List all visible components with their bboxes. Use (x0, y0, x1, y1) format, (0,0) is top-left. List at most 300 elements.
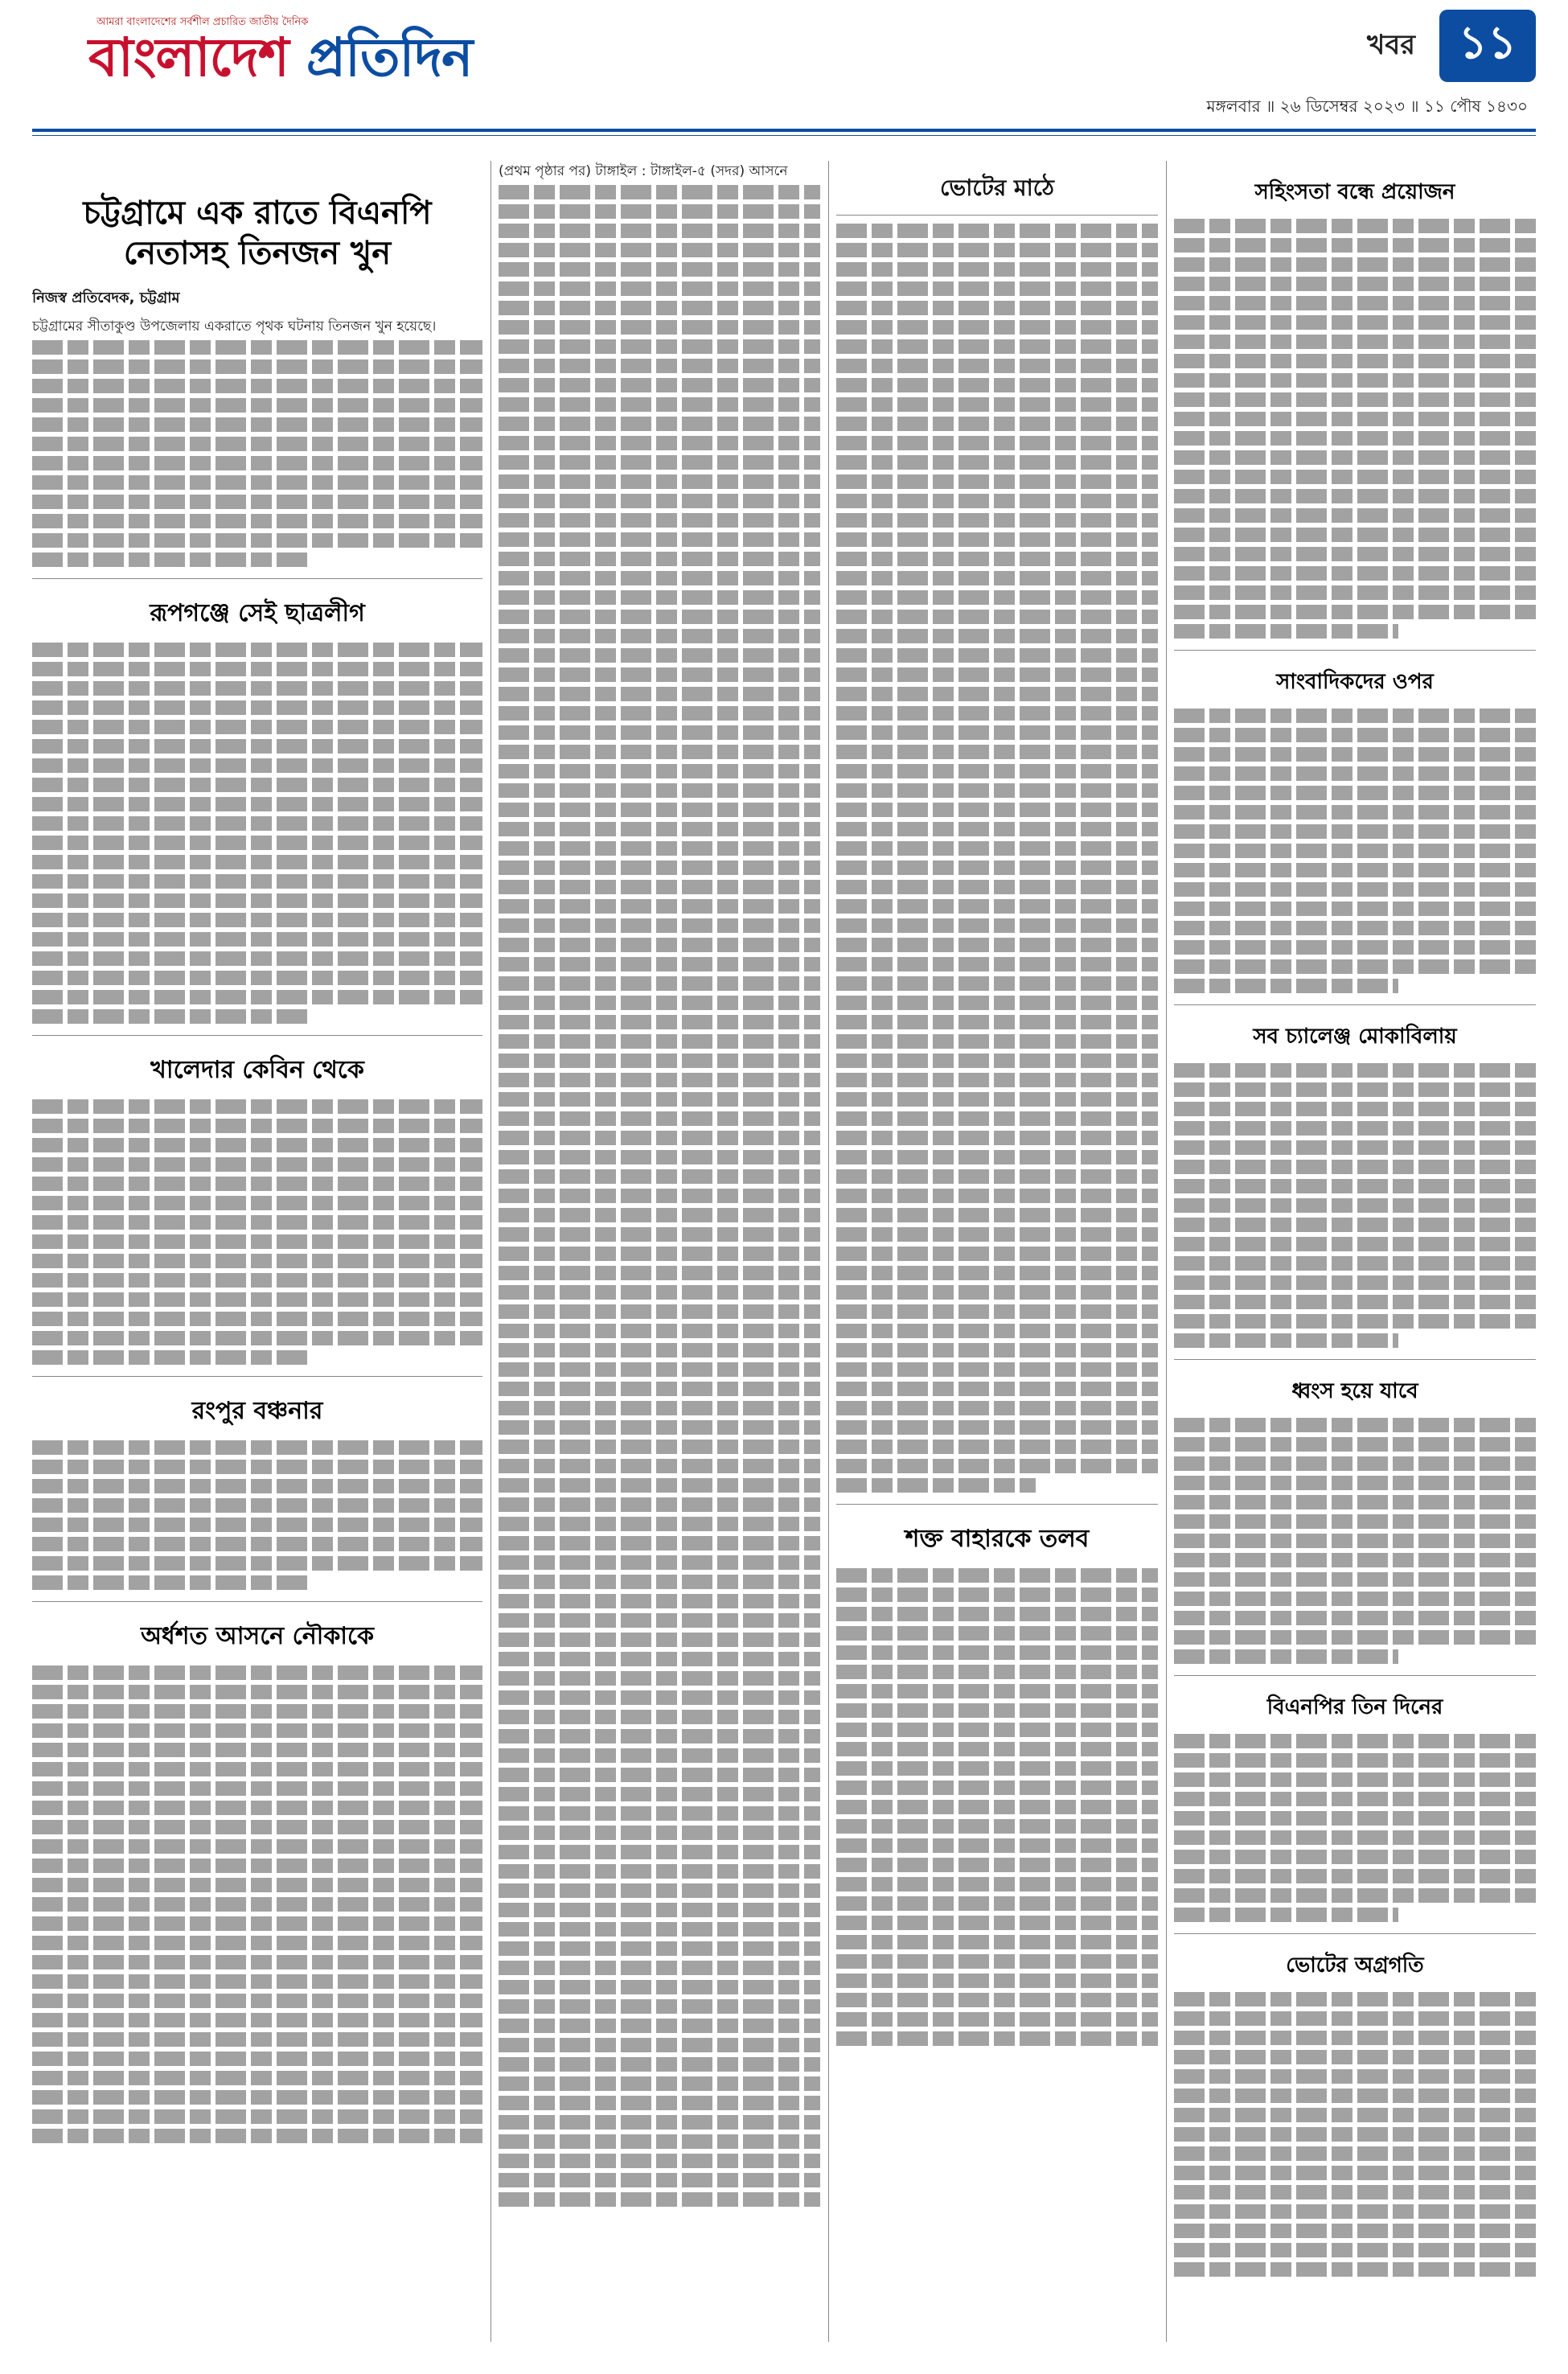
body-text-line (1174, 624, 1398, 639)
body-text-line (32, 1955, 482, 1969)
body-text-line (836, 1285, 1158, 1300)
body-text-line (32, 1518, 482, 1532)
body-text-line (1174, 1437, 1536, 1452)
lead-headline[interactable]: চট্টগ্রামে এক রাতে বিএনপি নেতাসহ তিনজন খুন (83, 194, 432, 272)
body-text-line (1174, 335, 1536, 349)
body-text-line (499, 494, 820, 508)
body-text-line (499, 1883, 820, 1898)
body-text-line (1174, 2262, 1536, 2277)
header-rule (32, 129, 1536, 132)
article-headline[interactable]: রংপুর বঞ্চনার (191, 1397, 323, 1426)
body-text-line (836, 803, 1158, 817)
body-text-line (499, 1729, 820, 1744)
body-text-line (836, 938, 1158, 952)
body-text-line (1174, 277, 1536, 291)
body-text-line (32, 1177, 482, 1191)
body-text-line (836, 494, 1158, 508)
article-headline[interactable]: অর্ধশত আসনে নৌকাকে (140, 1622, 375, 1651)
body-text-line (836, 1665, 1158, 1679)
body-text-line (32, 1292, 482, 1307)
body-text-line (499, 1555, 820, 1570)
body-text-line (499, 1922, 820, 1937)
body-text-line (836, 1645, 1158, 1660)
body-text-line (1174, 1734, 1536, 1748)
body-text-line (32, 1801, 482, 1815)
body-text-line (32, 1119, 482, 1133)
body-text-line (499, 1690, 820, 1705)
body-text-line (32, 816, 482, 831)
body-text-line (499, 2076, 820, 2091)
body-text-line (836, 1382, 1158, 1396)
body-text-line (1174, 1811, 1536, 1826)
body-text-line (836, 783, 1158, 798)
body-text-line (1174, 1992, 1536, 2006)
body-text-line (499, 706, 820, 721)
body-text-line (836, 243, 1158, 257)
body-text-line (499, 1034, 820, 1049)
body-text-line (836, 1015, 1158, 1029)
body-text-line (32, 700, 482, 715)
body-text-line (32, 1575, 311, 1590)
article-headline[interactable]: শক্ত বাহারকে তলব (905, 1525, 1090, 1553)
body-text-line (836, 1324, 1158, 1338)
body-text-line (499, 1324, 820, 1338)
body-text-line (836, 1858, 1158, 1872)
body-text-line (836, 1189, 1158, 1203)
body-text-line (32, 1723, 482, 1738)
column-divider (828, 161, 829, 2342)
body-text-line (836, 1073, 1158, 1087)
body-text-line (1174, 2243, 1536, 2257)
body-text-line (1174, 1495, 1536, 1509)
body-text-line (1174, 2127, 1536, 2142)
body-text-line (1174, 1063, 1536, 1078)
body-text-line (1174, 902, 1536, 916)
article-divider (32, 1035, 482, 1036)
body-text-line (1174, 1592, 1536, 1606)
body-text-line (1174, 2031, 1536, 2045)
body-text-line (499, 1208, 820, 1222)
body-text-line (1174, 238, 1536, 253)
body-text-line (499, 204, 820, 219)
body-text-line (1174, 450, 1536, 465)
body-text-line (499, 301, 820, 315)
body-text-line (1174, 373, 1536, 388)
body-text-line (1174, 766, 1536, 781)
body-text-line (499, 1536, 820, 1550)
header-rule-thin (32, 135, 1536, 136)
body-text-line (32, 2071, 482, 2085)
body-text-line (499, 976, 820, 991)
body-text-line (836, 1440, 1158, 1454)
body-text-line (836, 224, 1158, 238)
body-text-line (499, 1343, 820, 1357)
article-divider (32, 1376, 482, 1377)
body-text-line (836, 1131, 1158, 1145)
body-text-line (836, 1420, 1158, 1435)
body-text-line (1174, 1850, 1536, 1864)
body-text-line (836, 1478, 1036, 1493)
section-label: খবর (1367, 29, 1415, 61)
article-divider (1174, 1933, 1536, 1934)
body-text-line (499, 436, 820, 450)
body-text-line (1174, 1830, 1536, 1845)
body-text-line (1174, 709, 1536, 723)
body-text-line (499, 938, 820, 952)
body-text-line (499, 764, 820, 778)
body-text-line (499, 2019, 820, 2033)
body-text-line (1174, 1082, 1536, 1097)
body-text-line (499, 1478, 820, 1493)
body-text-line (499, 474, 820, 489)
body-text-line (32, 1440, 482, 1455)
body-text-line (499, 1575, 820, 1589)
body-text-line (836, 571, 1158, 585)
body-text-line (836, 1459, 1158, 1473)
body-text-line (1174, 2166, 1536, 2180)
article-headline[interactable]: ধ্বংস হয়ে যাবে (1291, 1379, 1418, 1403)
body-text-line (836, 1401, 1158, 1415)
article-headline[interactable]: সাংবাদিকদের ওপর (1276, 670, 1434, 694)
body-text-line (32, 2129, 482, 2143)
body-text-line (1174, 1630, 1536, 1645)
body-text-line (1174, 1514, 1536, 1529)
body-text-line (32, 1974, 482, 1989)
body-text-line (499, 1864, 820, 1879)
body-text-line (32, 758, 482, 773)
body-text-line (32, 398, 482, 413)
article-headline[interactable]: সব চ্যালেঞ্জ মোকাবিলায় (1253, 1025, 1457, 1049)
body-text-line (499, 1420, 820, 1435)
body-text-line (499, 1362, 820, 1377)
body-text-line (499, 1633, 820, 1647)
body-text-line (836, 1587, 1158, 1602)
body-text-line (32, 552, 311, 567)
body-text-line (836, 745, 1158, 759)
body-text-line (32, 1994, 482, 2008)
article-divider (836, 1504, 1158, 1505)
body-text-line (32, 913, 482, 927)
body-text-line (32, 1839, 482, 1854)
body-text-line (32, 2032, 482, 2047)
body-text-line (499, 359, 820, 373)
body-text-line (499, 1497, 820, 1512)
body-text-line (499, 648, 820, 663)
body-text-line (836, 1916, 1158, 1930)
body-text-line (836, 359, 1158, 373)
body-text-line (836, 2012, 1158, 2027)
body-text-line (499, 745, 820, 759)
body-text-line (499, 1517, 820, 1531)
body-text-line (499, 2038, 820, 2052)
body-text-line (836, 301, 1158, 315)
body-text-line (836, 436, 1158, 450)
body-text-line (32, 1878, 482, 1892)
body-text-line (32, 2090, 482, 2105)
body-text-line (1174, 2069, 1536, 2084)
body-text-line (836, 1819, 1158, 1834)
body-text-line (499, 513, 820, 528)
body-text-line (499, 1382, 820, 1396)
body-text-line (836, 1111, 1158, 1126)
body-text-line (836, 667, 1158, 682)
body-text-line (32, 437, 482, 451)
body-text-line (499, 860, 820, 875)
body-text-line (499, 455, 820, 470)
body-text-line (1174, 1553, 1536, 1567)
page-header (0, 0, 1568, 161)
body-text-line (499, 378, 820, 392)
body-text-line (32, 1859, 482, 1873)
body-text-line (836, 957, 1158, 971)
body-text-line (836, 1800, 1158, 1814)
body-text-line (499, 1941, 820, 1956)
masthead-tagline: আমরা বাংলাদেশের সর্বশীল প্রচারিত জাতীয় দৈনিক (96, 16, 309, 28)
body-text-line (1174, 805, 1536, 819)
body-text-line (32, 932, 482, 947)
body-text-line (1174, 1611, 1536, 1625)
body-text-line (499, 1710, 820, 1724)
body-text-line (1174, 315, 1536, 330)
body-text-line (836, 841, 1158, 856)
body-text-line (32, 1312, 482, 1326)
body-text-line (1174, 605, 1536, 619)
body-text-line (499, 1999, 820, 2014)
body-text-line (499, 1980, 820, 1994)
body-text-line (499, 725, 820, 740)
body-text-line (836, 1974, 1158, 1988)
body-text-line (836, 1247, 1158, 1261)
body-text-line (836, 1227, 1158, 1242)
body-text-line (836, 1607, 1158, 1621)
body-text-line (1174, 1649, 1398, 1664)
body-text-line (1174, 1275, 1536, 1290)
page-number: ১১ (1439, 10, 1536, 82)
body-text-line (499, 2154, 820, 2168)
body-text-line (32, 495, 482, 509)
body-text-line (499, 957, 820, 971)
body-text-line (1174, 1476, 1536, 1490)
body-text-line (1174, 2089, 1536, 2103)
body-text-line (1174, 863, 1536, 877)
body-text-line (499, 1304, 820, 1319)
body-text-line (32, 2109, 482, 2124)
body-text-line (836, 822, 1158, 836)
article-headline[interactable]: সহিংসতা বন্ধে প্রয়োজন (1254, 180, 1455, 204)
body-text-line (499, 2134, 820, 2149)
body-text-line (1174, 2011, 1536, 2026)
article-headline[interactable]: ভোটের মাঠে (836, 170, 1158, 216)
body-text-line (1174, 508, 1536, 523)
body-text-line (836, 996, 1158, 1010)
body-text-line (836, 532, 1158, 547)
body-text-line (499, 1671, 820, 1686)
body-text-line (32, 456, 482, 470)
body-text-line (1174, 1295, 1536, 1309)
body-text-line (836, 918, 1158, 933)
body-text-line (32, 681, 482, 696)
dateline: মঙ্গলবার ॥ ২৬ ডিসেম্বর ২০২৩ ॥ ১১ পৌষ ১৪৩০ (1206, 97, 1528, 116)
body-text-line (32, 340, 482, 355)
body-text-line (836, 1034, 1158, 1049)
body-text-line (1174, 354, 1536, 368)
body-text-line (836, 1703, 1158, 1718)
body-text-line (499, 2115, 820, 2130)
body-text-line (499, 281, 820, 296)
body-text-line (1174, 1908, 1398, 1922)
body-text-line (32, 1157, 482, 1172)
body-text-line (1174, 1534, 1536, 1548)
article-headline[interactable]: বিএনপির তিন দিনের (1266, 1695, 1443, 1719)
body-text-line (32, 1820, 482, 1834)
body-text-line (32, 417, 482, 432)
body-text-line (499, 1054, 820, 1068)
body-text-line (499, 1015, 820, 1029)
body-text-line (32, 514, 482, 528)
body-text-line (499, 1285, 820, 1300)
continued-snippet: (প্রথম পৃষ্ঠার পর) টাঙ্গাইল : টাঙ্গাইল-৫ (সদর) আসনে (499, 163, 788, 179)
body-text-line (1174, 728, 1536, 742)
body-text-line (836, 1626, 1158, 1641)
body-text-line (1174, 489, 1536, 503)
body-text-line (1174, 940, 1536, 955)
body-text-line (836, 899, 1158, 914)
body-text-line (32, 1916, 482, 1931)
body-text-line (1174, 1772, 1536, 1787)
body-text-line (1174, 528, 1536, 542)
body-text-line (499, 590, 820, 605)
body-text-line (836, 764, 1158, 778)
column-divider (1166, 161, 1167, 2342)
masthead-title-part1: বাংলাদেশ (88, 27, 306, 88)
body-text-line (32, 951, 482, 966)
body-text-line (1174, 412, 1536, 426)
body-text-line (1174, 2185, 1536, 2199)
body-text-line (499, 1903, 820, 1917)
body-text-line (836, 629, 1158, 643)
body-text-line (499, 899, 820, 914)
body-text-line (499, 1131, 820, 1145)
body-text-line (836, 1935, 1158, 1949)
body-text-line (32, 1498, 482, 1513)
body-text-line (32, 379, 482, 393)
body-text-line (499, 2057, 820, 2072)
article-headline[interactable]: রূপগঞ্জে সেই ছাত্রলীগ (150, 599, 365, 628)
body-text-line (499, 1748, 820, 1763)
body-text-line (1174, 1179, 1536, 1193)
body-text-line (499, 2173, 820, 2187)
body-text-line (1174, 547, 1536, 561)
body-text-line (836, 320, 1158, 335)
body-text-line (836, 1150, 1158, 1164)
body-text-line (499, 1189, 820, 1203)
body-text-line (836, 860, 1158, 875)
body-text-line (32, 1479, 482, 1493)
body-text-line (32, 1350, 311, 1365)
body-text-line (1174, 1869, 1536, 1883)
body-text-line (1174, 1160, 1536, 1174)
body-text-line (499, 996, 820, 1010)
body-text-line (499, 185, 820, 199)
body-text-line (1174, 257, 1536, 272)
body-text-line (1174, 1792, 1536, 1806)
body-text-line (1174, 2204, 1536, 2219)
body-text-line (32, 836, 482, 850)
body-text-line (1174, 979, 1398, 993)
masthead-logo (88, 27, 473, 88)
article-divider (1174, 1675, 1536, 1676)
body-text-line (1174, 392, 1536, 407)
body-text-line (32, 720, 482, 734)
body-text-line (1174, 1456, 1536, 1471)
body-text-line (1174, 431, 1536, 446)
body-text-line (32, 1138, 482, 1152)
body-text-line (32, 990, 482, 1004)
body-text-line (499, 803, 820, 817)
body-text-line (1174, 470, 1536, 484)
body-text-line (499, 1826, 820, 1840)
article-headline[interactable]: ভোটের অগ্রগতি (1286, 1953, 1424, 1978)
body-text-line (499, 320, 820, 335)
body-text-line (32, 2013, 482, 2027)
body-text-line (499, 224, 820, 238)
body-text-line (499, 2192, 820, 2207)
body-text-line (836, 1054, 1158, 1068)
lead-snippet: চট্টগ্রামের সীতাকুণ্ড উপজেলায় একরাতে পৃথক ঘটনায় তিনজন খুন হয়েছে। (32, 318, 437, 335)
body-text-line (32, 778, 482, 792)
body-text-line (1174, 747, 1536, 762)
body-text-line (32, 971, 482, 985)
body-text-line (836, 1896, 1158, 1911)
body-text-line (1174, 296, 1536, 310)
body-text-line (499, 610, 820, 624)
body-text-line (836, 1761, 1158, 1776)
body-text-line (836, 1780, 1158, 1795)
body-text-line (32, 1762, 482, 1776)
body-text-line (836, 474, 1158, 489)
body-text-line (32, 1215, 482, 1230)
body-text-line (499, 841, 820, 856)
body-text-line (499, 1594, 820, 1608)
body-text-line (836, 590, 1158, 605)
body-text-line (1174, 585, 1536, 600)
body-text-line (32, 893, 482, 908)
body-text-line (499, 1652, 820, 1666)
body-text-line (1174, 921, 1536, 935)
body-text-line (499, 880, 820, 894)
body-text-line (32, 1254, 482, 1268)
body-text-line (836, 610, 1158, 624)
body-text-line (499, 1768, 820, 1782)
body-text-line (32, 739, 482, 754)
body-text-line (1174, 1888, 1536, 1903)
body-text-line (32, 1234, 482, 1249)
body-text-line (32, 855, 482, 869)
body-text-line (32, 1196, 482, 1210)
body-text-line (32, 2052, 482, 2066)
body-text-line (836, 455, 1158, 470)
article-headline[interactable]: খালেদার কেবিন থেকে (150, 1056, 364, 1085)
body-text-line (499, 552, 820, 566)
body-text-line (499, 1613, 820, 1628)
body-text-line (836, 1169, 1158, 1184)
body-text-line (836, 687, 1158, 701)
body-text-line (836, 1723, 1158, 1737)
body-text-line (499, 822, 820, 836)
body-text-line (1174, 566, 1536, 581)
body-text-line (836, 378, 1158, 392)
body-text-line (836, 339, 1158, 354)
